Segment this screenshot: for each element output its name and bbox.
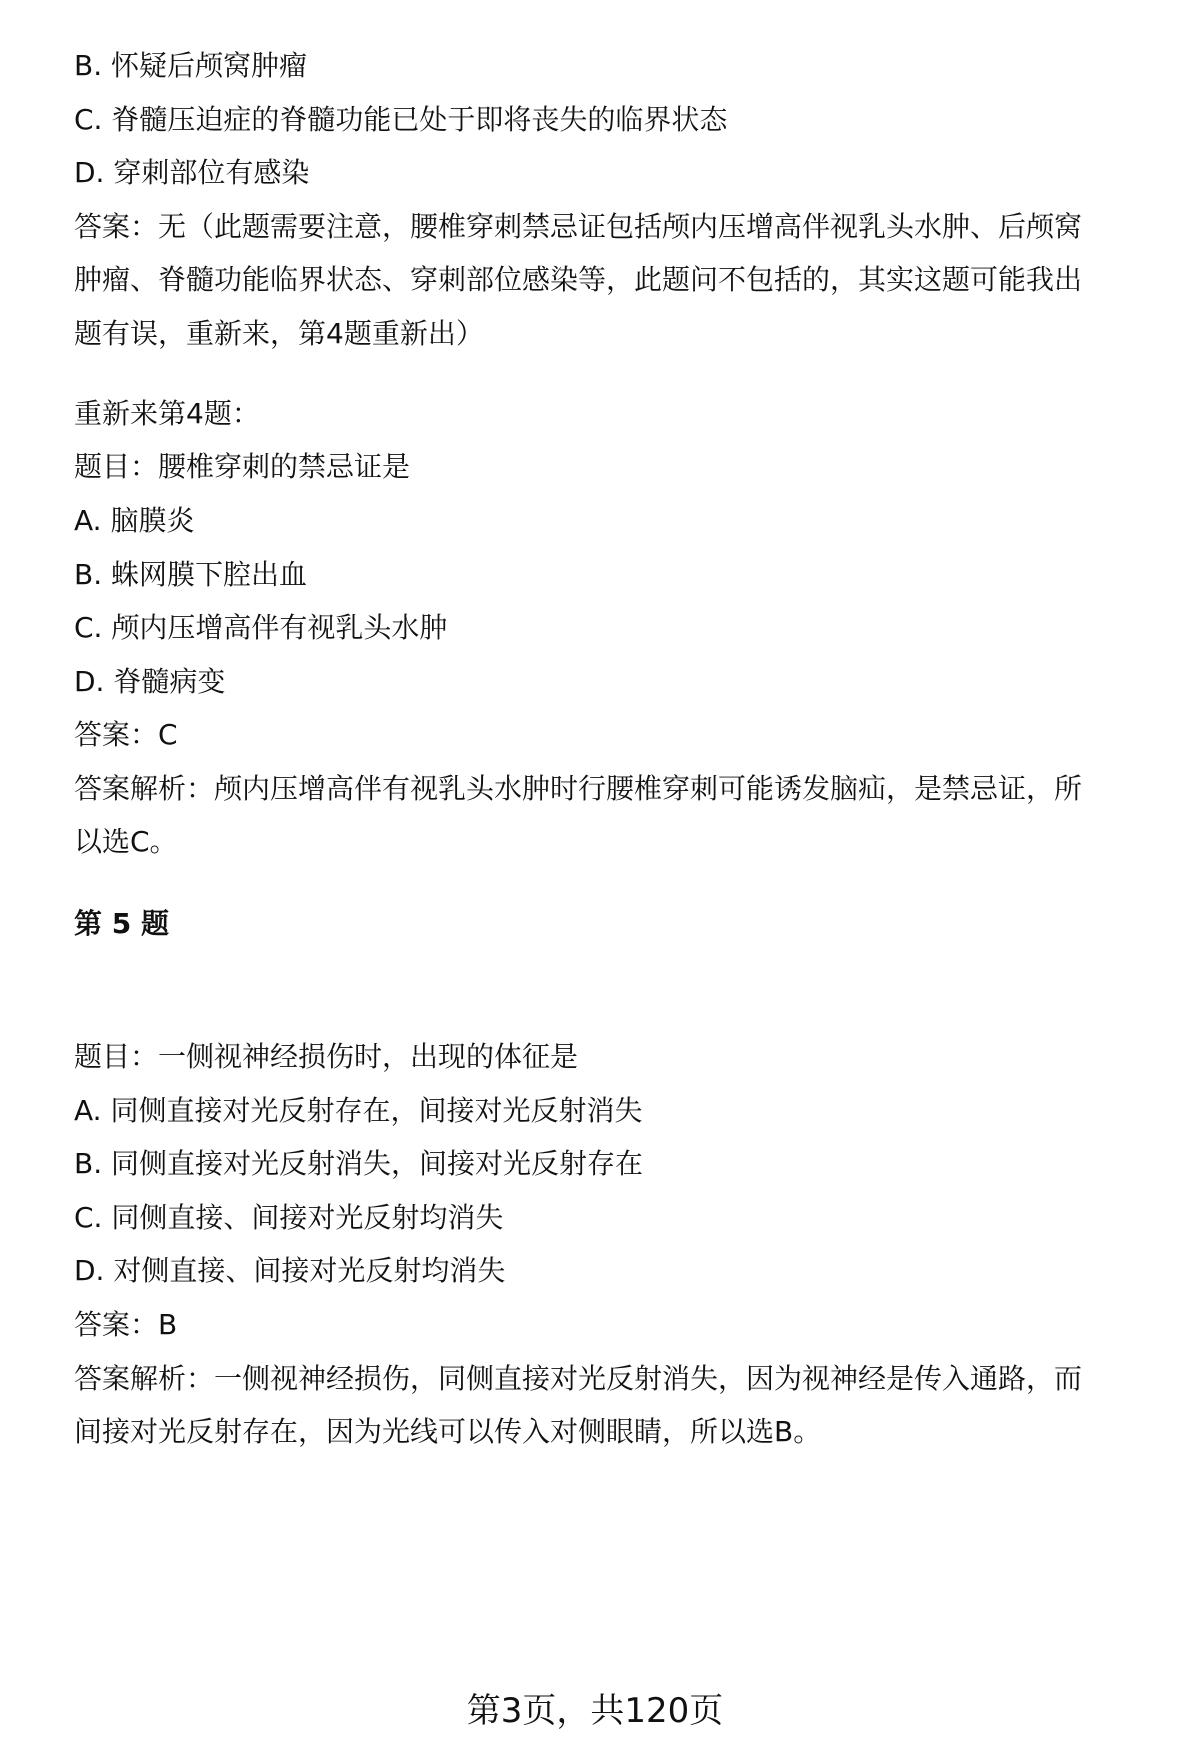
q4-option-c: C. 颅内压增高伴有视乳头水肿: [74, 611, 448, 644]
q5-analysis-line-1: 答案解析：一侧视神经损伤，同侧直接对光反射消失，因为视神经是传入通路，而: [74, 1362, 1083, 1395]
q5-question: 题目：一侧视神经损伤时，出现的体征是: [74, 1040, 579, 1073]
q3-answer-line-3: 题有误，重新来，第4题重新出）: [74, 317, 484, 350]
q4-redo-intro: 重新来第4题：: [74, 397, 260, 430]
q4-option-a: A. 脑膜炎: [74, 504, 195, 537]
q4-option-d: D. 脊髓病变: [74, 665, 226, 698]
q5-option-a: A. 同侧直接对光反射存在，间接对光反射消失: [74, 1094, 643, 1127]
q5-option-c: C. 同侧直接、间接对光反射均消失: [74, 1201, 504, 1234]
q5-option-b: B. 同侧直接对光反射消失，间接对光反射存在: [74, 1147, 644, 1180]
q3-option-b: B. 怀疑后颅窝肿瘤: [74, 49, 308, 82]
q4-analysis-line-2: 以选C。: [74, 825, 178, 858]
q4-analysis-line-1: 答案解析：颅内压增高伴有视乳头水肿时行腰椎穿刺可能诱发脑疝，是禁忌证，所: [74, 772, 1083, 805]
q4-question: 题目：腰椎穿刺的禁忌证是: [74, 450, 411, 483]
q5-option-d: D. 对侧直接、间接对光反射均消失: [74, 1254, 506, 1287]
q3-option-d: D. 穿刺部位有感染: [74, 156, 310, 189]
page-number: 第3页，共120页: [466, 1691, 724, 1731]
q5-heading: 第 5 题: [74, 907, 169, 940]
q3-option-c: C. 脊髓压迫症的脊髓功能已处于即将丧失的临界状态: [74, 103, 728, 136]
q4-answer: 答案：C: [74, 718, 178, 751]
q4-option-b: B. 蛛网膜下腔出血: [74, 558, 308, 591]
q3-answer-line-1: 答案：无（此题需要注意，腰椎穿刺禁忌证包括颅内压增高伴视乳头水肿、后颅窝: [74, 210, 1083, 243]
q5-answer: 答案：B: [74, 1308, 178, 1341]
q3-answer-line-2: 肿瘤、脊髓功能临界状态、穿刺部位感染等，此题问不包括的，其实这题可能我出: [74, 263, 1083, 296]
q5-analysis-line-2: 间接对光反射存在，因为光线可以传入对侧眼睛，所以选B。: [74, 1415, 822, 1448]
